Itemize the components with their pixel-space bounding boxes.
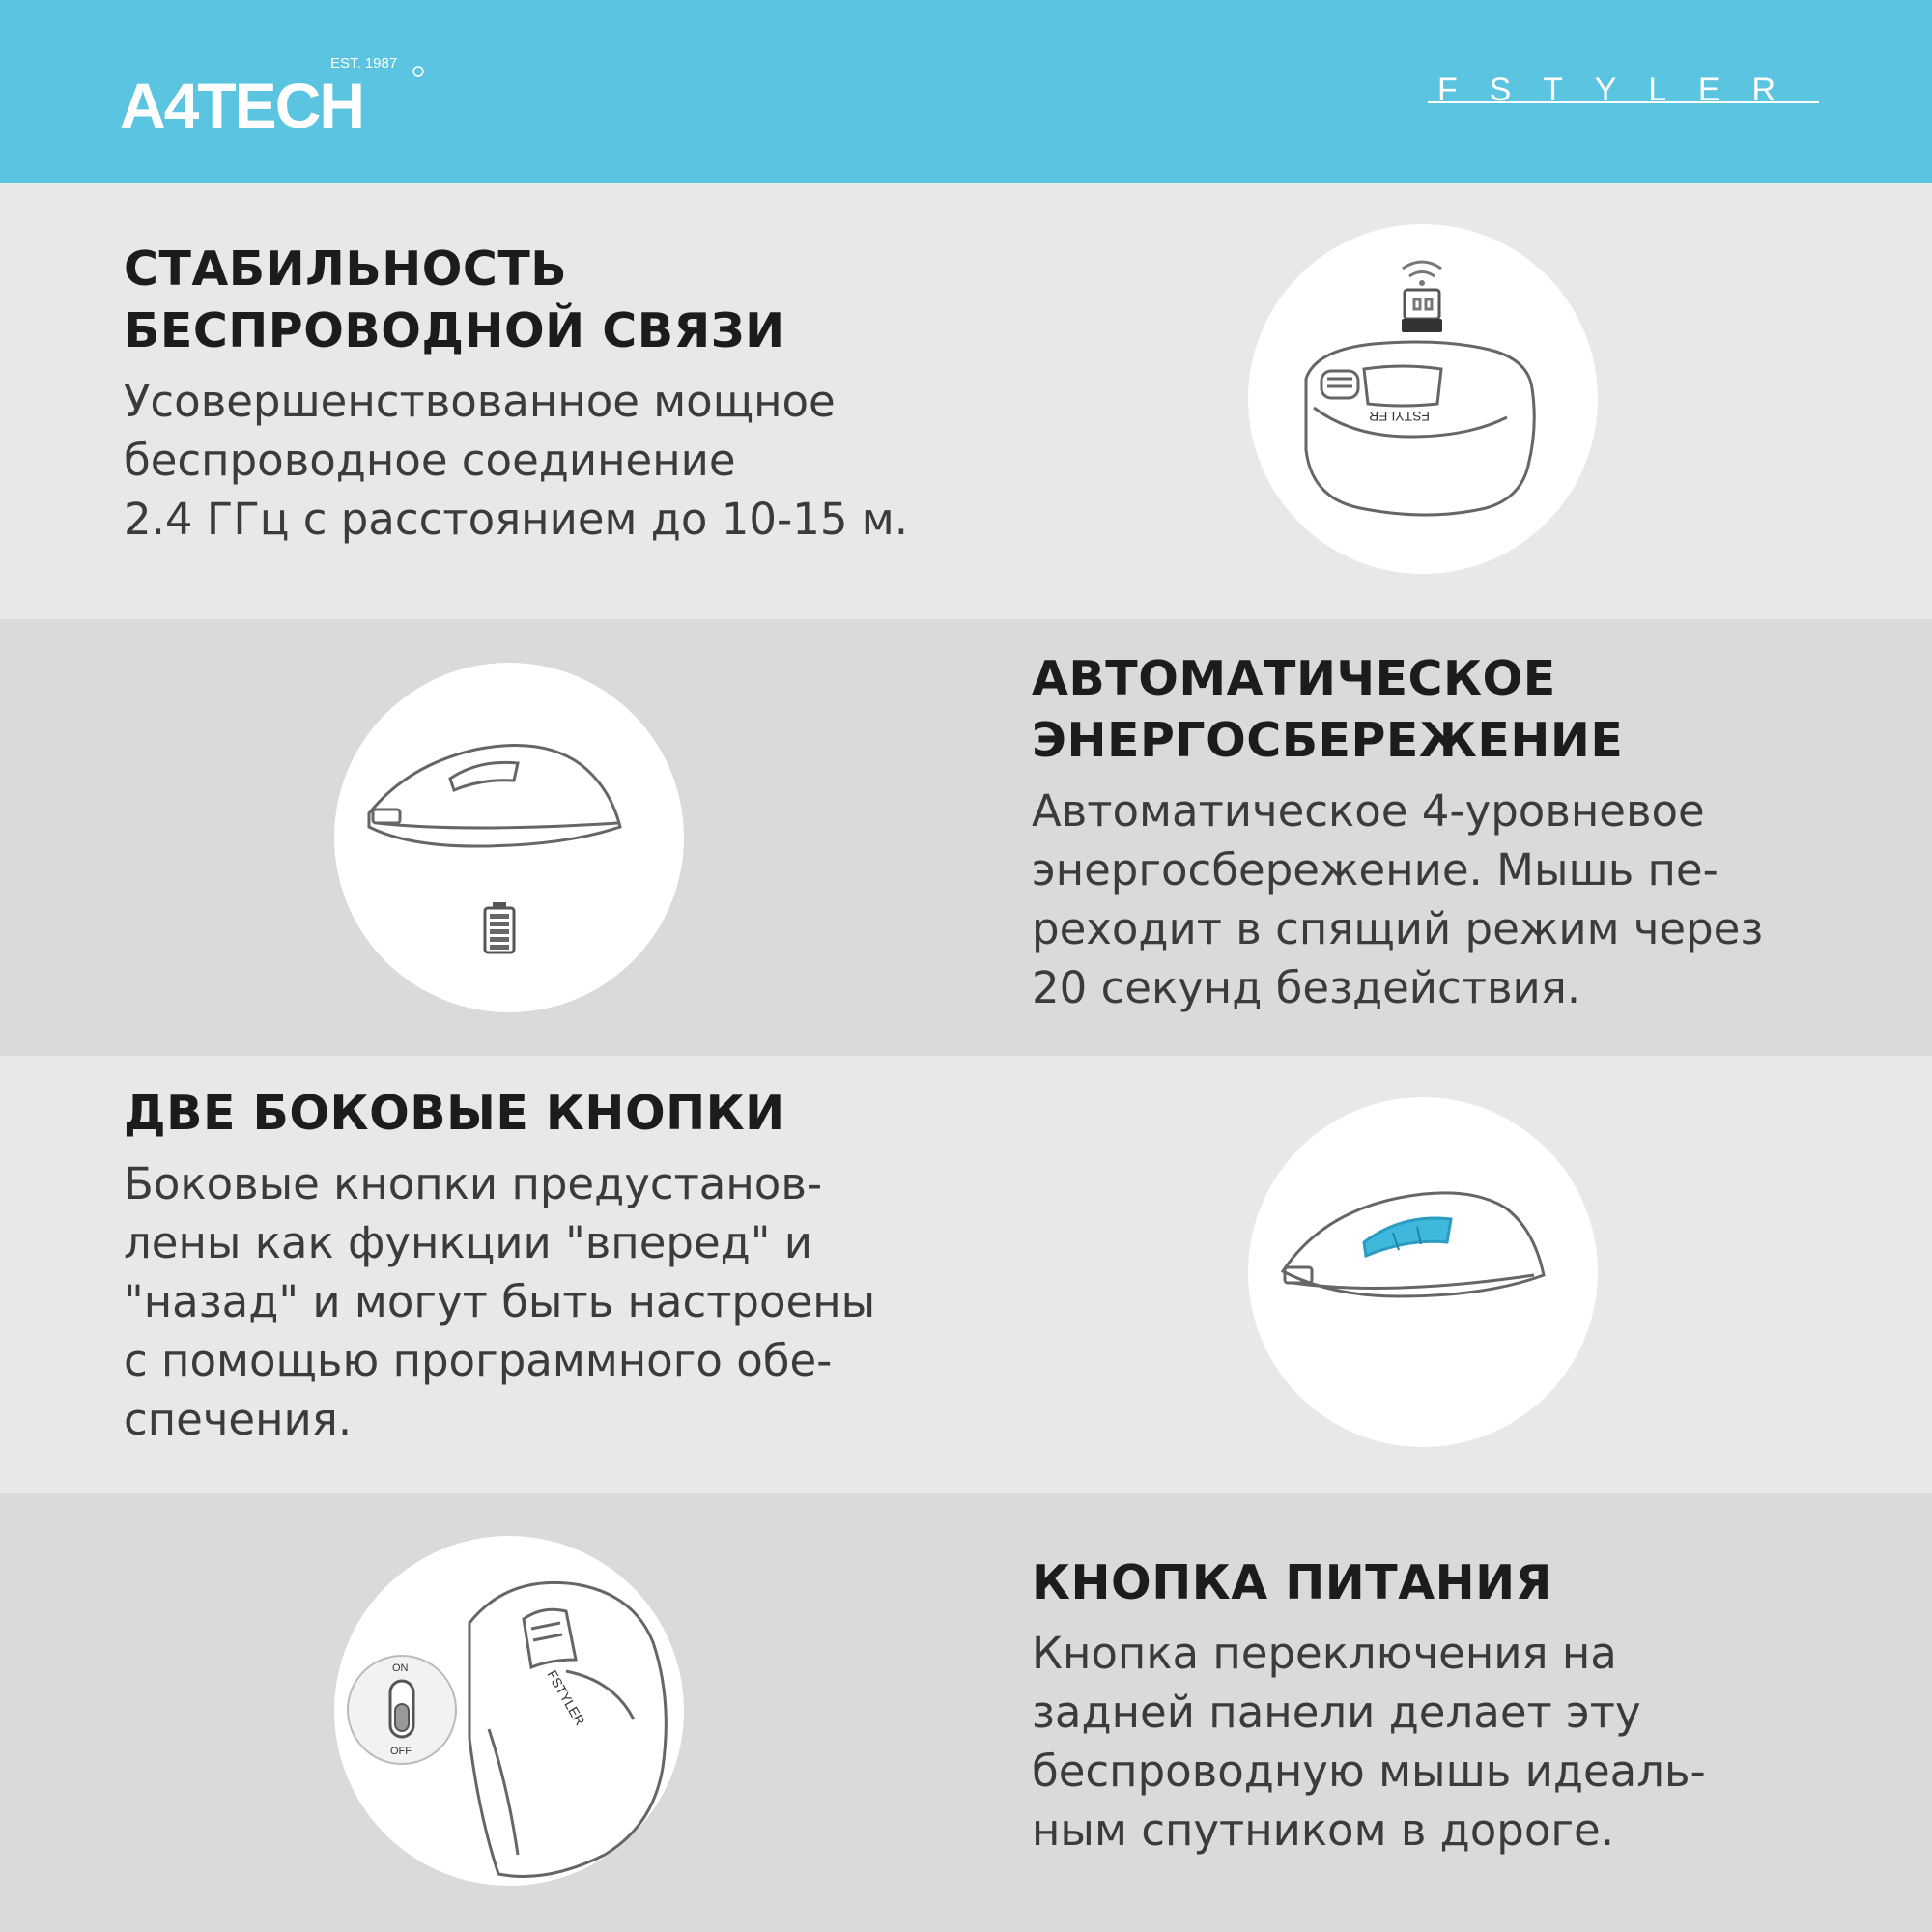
wireless-illustration <box>1248 224 1598 574</box>
mouse-brand-label: FSTYLER <box>1368 409 1430 424</box>
mouse-brand-label-rear: FSTYLER <box>544 1667 588 1728</box>
feature-description: Кнопка переключения на задней панели делает эту беспроводную мышь идеаль- ным спутником в дороге. <box>1032 1628 1706 1856</box>
brand-est: EST. 1987 <box>330 55 398 71</box>
feature-power-button <box>1032 1552 1706 1860</box>
feature-description: Автоматическое 4-уровневое энергосбережение. Мышь пе- реходит в спящий режим через 20 секунд бездействия. <box>1032 785 1764 1013</box>
feature-title: КНОПКА ПИТАНИЯ <box>1032 1555 1552 1610</box>
registered-mark-icon <box>413 67 423 76</box>
a4tech-logo <box>120 52 439 139</box>
power-switch-illustration <box>334 1536 684 1886</box>
side-buttons-illustration <box>1248 1097 1598 1447</box>
feature-side-buttons <box>124 1083 875 1449</box>
feature-wireless <box>124 239 908 549</box>
battery-icon <box>485 902 514 952</box>
header-banner <box>0 0 1932 183</box>
feature-description: Боковые кнопки предустанов- лены как функции "вперед" и "назад" и могут быть настроены с помощью программного обе- спечения. <box>124 1158 876 1445</box>
mouse-top-view-icon <box>1306 342 1534 515</box>
series-logo-text: FSTYLER <box>1437 71 1785 108</box>
switch-off-label: OFF <box>390 1746 412 1757</box>
feature-power-saving <box>1032 648 1763 1017</box>
feature-description: Усовершенствованное мощное беспроводное соединение 2.4 ГГц с расстоянием до 10-15 м. <box>124 376 909 545</box>
mouse-rear-view-icon <box>469 1582 666 1876</box>
power-switch-icon <box>348 1656 456 1764</box>
feature-title: ДВЕ БОКОВЫЕ КНОПКИ <box>124 1086 785 1141</box>
mouse-side-view-icon <box>369 746 620 846</box>
fstyler-logo <box>1428 70 1824 108</box>
switch-on-label: ON <box>392 1662 409 1674</box>
wireless-receiver-icon <box>1402 262 1442 332</box>
feature-title: АВТОМАТИЧЕСКОЕ ЭНЕРГОСБЕРЕЖЕНИЕ <box>1032 651 1624 768</box>
feature-title: СТАБИЛЬНОСТЬ БЕСПРОВОДНОЙ СВЯЗИ <box>124 242 785 358</box>
power-saving-illustration <box>334 663 684 1012</box>
side-buttons-icon <box>1283 1193 1544 1296</box>
brand-logo-text: A4TECH <box>120 70 364 139</box>
